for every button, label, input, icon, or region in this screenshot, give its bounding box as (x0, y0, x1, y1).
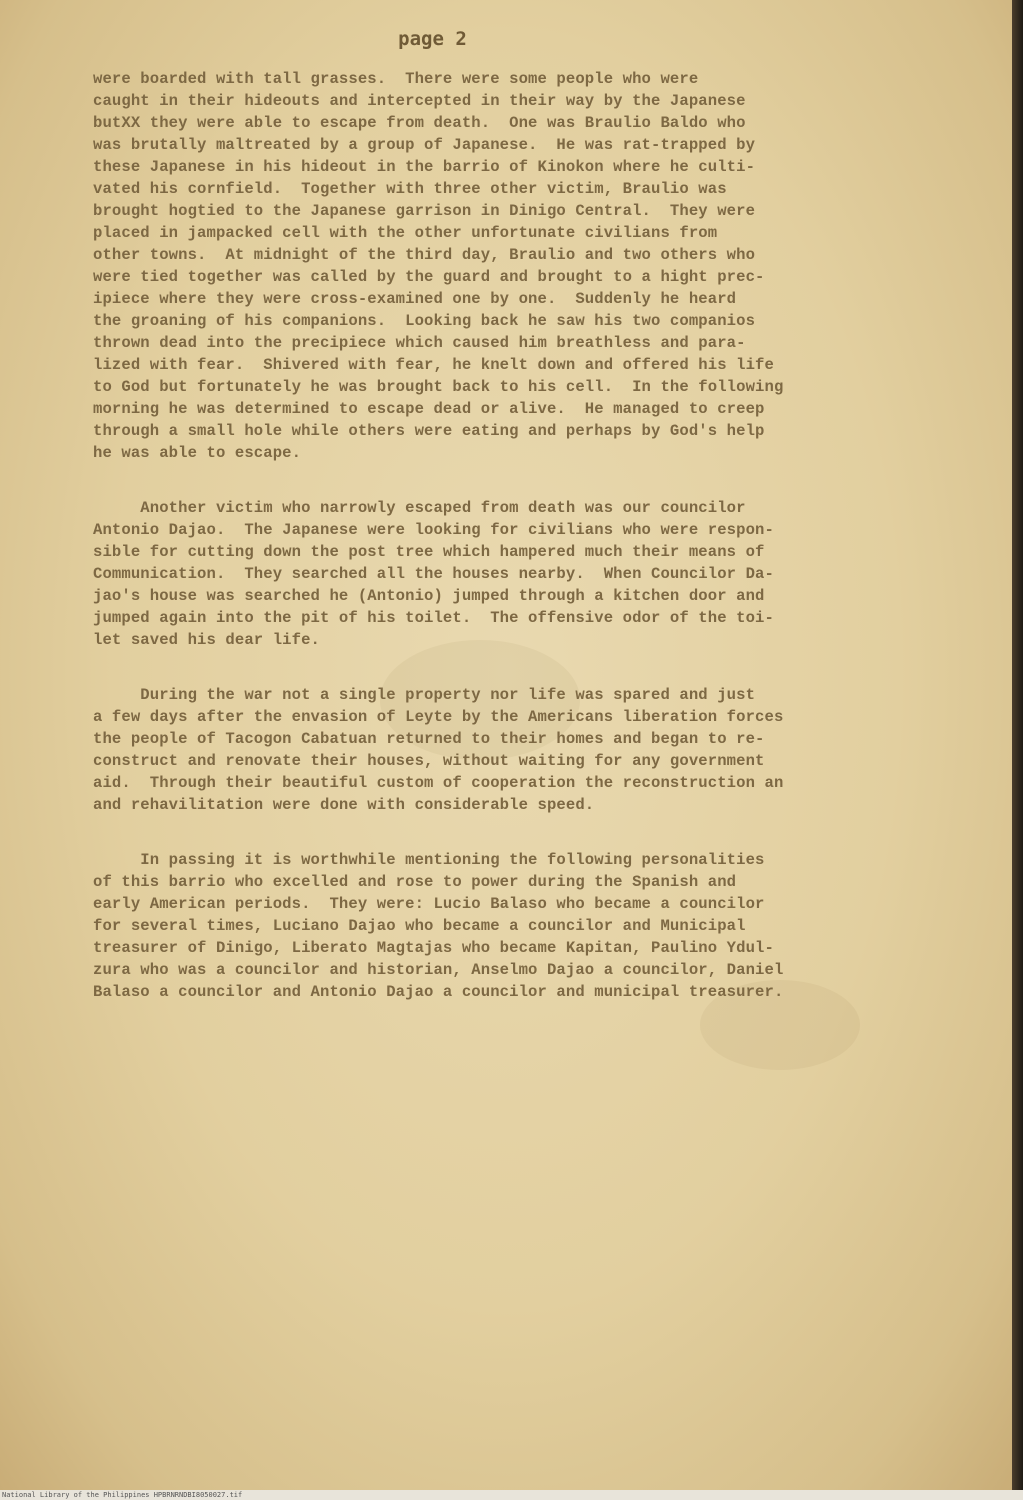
paragraph (93, 684, 993, 816)
text-line: other towns. At midnight of the third day, Braulio and two others who (93, 246, 756, 264)
text-line: ipiece where they were cross-examined one by one. Suddenly he heard (93, 290, 737, 308)
text-line: construct and renovate their houses, without waiting for any government (93, 752, 765, 770)
scan-footer-label: National Library of the Philippines HPBRNRNDBI8050027.tif (2, 1491, 243, 1499)
scan-footer-strip (0, 1490, 1023, 1500)
text-line: was brutally maltreated by a group of Japanese. He was rat-trapped by (93, 136, 756, 154)
text-line: jumped again into the pit of his toilet. The offensive odor of the toi- (93, 609, 774, 627)
text-line: the groaning of his companions. Looking back he saw his two companios (93, 312, 756, 330)
text-line: lized with fear. Shivered with fear, he knelt down and offered his life (93, 356, 774, 374)
text-line: brought hogtied to the Japanese garrison in Dinigo Central. They were (93, 202, 756, 220)
text-line: caught in their hideouts and intercepted in their way by the Japanese (93, 92, 746, 110)
text-line: the people of Tacogon Cabatuan returned to their homes and began to re- (93, 730, 765, 748)
page-number: page 2 (398, 28, 467, 50)
text-line: of this barrio who excelled and rose to power during the Spanish and (93, 873, 737, 891)
text-line: aid. Through their beautiful custom of cooperation the reconstruction an (93, 774, 784, 792)
text-line: sible for cutting down the post tree which hampered much their means of (93, 543, 765, 561)
text-line: for several times, Luciano Dajao who became a councilor and Municipal (93, 917, 746, 935)
text-line: to God but fortunately he was brought back to his cell. In the following (93, 378, 784, 396)
text-line: through a small hole while others were eating and perhaps by God's help (93, 422, 765, 440)
text-line: During the war not a single property nor life was spared and just (93, 686, 756, 704)
text-line: let saved his dear life. (93, 631, 320, 649)
paragraph (93, 849, 993, 1003)
text-line: placed in jampacked cell with the other unfortunate civilians from (93, 224, 718, 242)
text-line: butXX they were able to escape from death. One was Braulio Baldo who (93, 114, 746, 132)
text-line: In passing it is worthwhile mentioning the following personalities (93, 851, 765, 869)
text-line: thrown dead into the precipiece which caused him breathless and para- (93, 334, 746, 352)
text-line: Another victim who narrowly escaped from death was our councilor (93, 499, 746, 517)
text-line: were boarded with tall grasses. There were some people who were (93, 70, 699, 88)
text-line: a few days after the envasion of Leyte by the Americans liberation forces (93, 708, 784, 726)
paragraph (93, 68, 993, 464)
text-line: Antonio Dajao. The Japanese were looking for civilians who were respon- (93, 521, 774, 539)
text-line: treasurer of Dinigo, Liberato Magtajas who became Kapitan, Paulino Ydul- (93, 939, 774, 957)
text-line: he was able to escape. (93, 444, 302, 462)
text-line: Communication. They searched all the houses nearby. When Councilor Da- (93, 565, 774, 583)
text-line: and rehavilitation were done with considerable speed. (93, 796, 595, 814)
text-line: jao's house was searched he (Antonio) jumped through a kitchen door and (93, 587, 765, 605)
text-line: zura who was a councilor and historian, Anselmo Dajao a councilor, Daniel (93, 961, 784, 979)
paragraph (93, 497, 993, 651)
text-line: were tied together was called by the guard and brought to a hight prec- (93, 268, 765, 286)
text-line: vated his cornfield. Together with three other victim, Braulio was (93, 180, 727, 198)
scan-edge-shadow (1012, 0, 1023, 1500)
body-text (93, 68, 993, 1036)
text-line: Balaso a councilor and Antonio Dajao a councilor and municipal treasurer. (93, 983, 784, 1001)
text-line: these Japanese in his hideout in the barrio of Kinokon where he culti- (93, 158, 756, 176)
text-line: morning he was determined to escape dead or alive. He managed to creep (93, 400, 765, 418)
text-line: early American periods. They were: Lucio Balaso who became a councilor (93, 895, 765, 913)
